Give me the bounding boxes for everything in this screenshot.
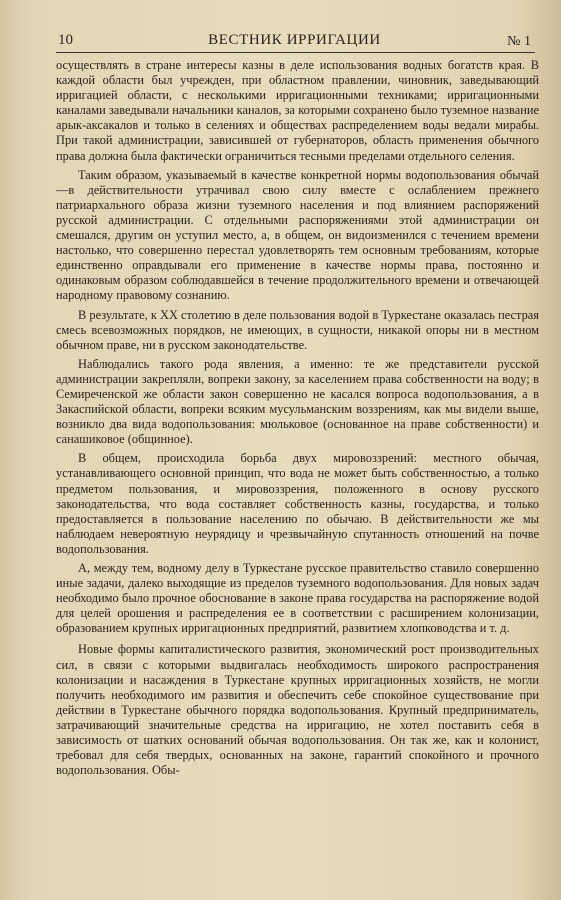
body-text <box>56 58 539 782</box>
paragraph-1: осуществлять в стране интересы казны в деле использования водных богатств края. В каждой области был учрежден, при областном правлении, чиновник, заведывающий ирригацией области, с несколькими ирригационными техниками; ирригационными каналами заведывали начальники каналов, за которыми сохранено было туземное название арык-аксакалов и только в селениях и обществах распределением воды ведали мирабы. При такой администрации, зависившей от губернаторов, область применения обычного права должна была фактически ограничиться тесными пределами отдельного селения. <box>56 58 539 163</box>
paragraph-4: Наблюдались такого рода явления, а именно: те же представители русской администрации закрепляли, вопреки закону, за каселением права собственности на воду; в Семиреченской же области закон совершенно не касался вопроса водопользования, а в Закаспийской области, вопреки всяким мусульманским воззрениям, как мы видели выше, возникло два вида водопользования: мюльковое (основанное на праве собственности) и санашиковое (общинное). <box>56 356 539 447</box>
page-number: 10 <box>58 32 73 48</box>
header-rule <box>56 52 535 53</box>
paragraph-7: Новые формы капиталистического развития, экономический рост производительных сил, в связи с которыми выдвигалась необходимость широкого распространения колонизации и насаждения в Туркестане крупных ирригационных хозяйств, не могли получить необходимого им развития и обеспечить себе спокойное существование при действии в Туркестане обычного порядка водопользования. Крупный предприниматель, затрачивающий значительные средства на ирригацию, не хотел поставить себя в зависимость от шатких оснований обычая водопользования. Он так же, как и колонист, требовал для себя твердых, основанных на законе, гарантий спокойного и прочного водопользования. Обы- <box>56 642 539 778</box>
paragraph-6: А, между тем, водному делу в Туркестане русское правительство ставило совершенно иные задачи, далеко выходящие из пределов туземного водопользования. Для новых задач необходимо было прочное обоснование в законе права государства на распоряжение водой для целей орошения и распределения ее в соответствии с расширением колонизации, образованием крупных ирригационных предприятий, развитием хлопководства и т. д. <box>56 561 539 636</box>
journal-title: ВЕСТНИК ИРРИГАЦИИ <box>208 32 381 48</box>
paragraph-2: Таким образом, указываемый в качестве конкретной нормы водопользования обычай—в действительности утрачивал свою силу вместе с ослаблением прежнего патриархального образа жизни туземного населения и под влиянием распоряжений русской администрации. С отдельными распоряжениями этой администрации он смешался, другим он уступил место, а, в общем, он видоизменился с течением времени настолько, что совершенно перестал удовлетворять тем основным требованиям, которые единственно оправдывали его применение в качестве нормы права, постоянно и одинаковым образом соблюдавшейся в течение продолжительного времени и отвечающей народному правовому сознанию. <box>56 167 539 303</box>
paragraph-3: В результате, к XX столетию в деле пользования водой в Туркестане оказалась пестрая смесь всевозможных порядков, не имеющих, в сущности, никакой опоры ни в местном обычном праве, ни в русском законодательстве. <box>56 307 539 352</box>
paragraph-5: В общем, происходила борьба двух мировоззрений: местного обычая, устанавливающего основной принцип, что вода не может быть собственностью, а только предметом пользования, и мировоззрения, положенного в основу русского законодательства, что вода составляет собственность казны, государства, и только предоставляется в пользование населению по обычаю. В действительности же мы наблюдаем невероятную неурядицу и чрезвычайную спутанность отношений на почве водопользования. <box>56 451 539 556</box>
issue-number: № 1 <box>507 34 531 49</box>
running-header <box>58 30 531 52</box>
